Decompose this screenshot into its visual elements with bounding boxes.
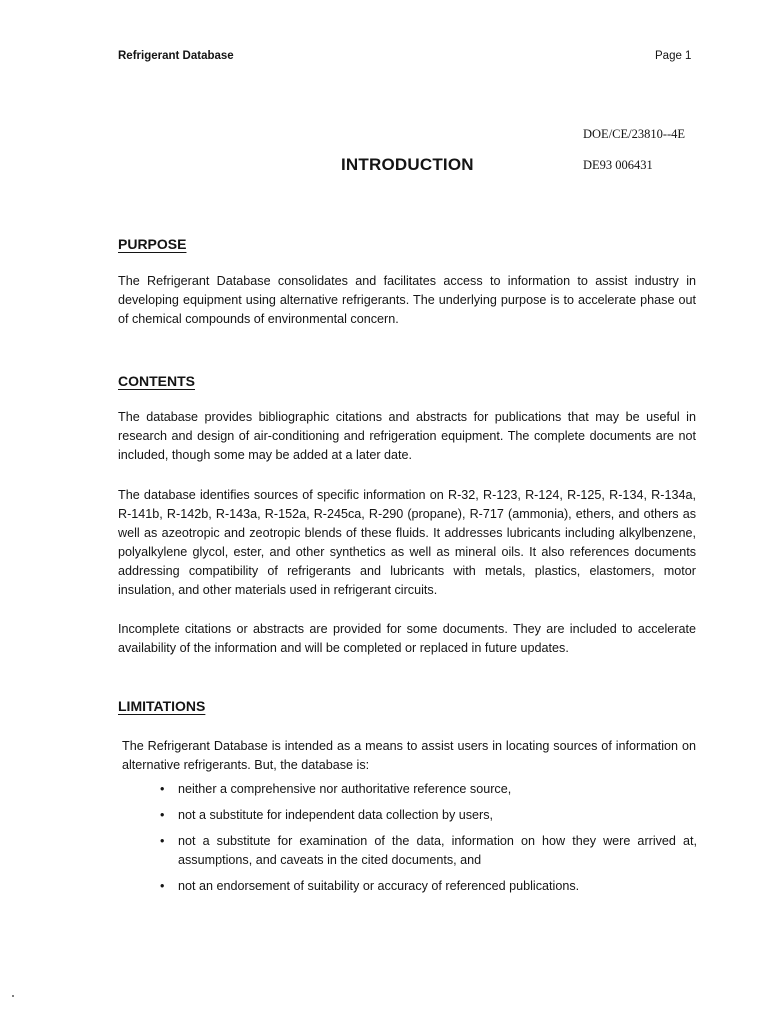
contents-heading: CONTENTS	[118, 373, 195, 389]
scan-speck	[12, 995, 14, 997]
list-item	[160, 832, 697, 870]
list-item-text: not a substitute for examination of the data, information on how they were arrived at, assumptions, and caveats in the cited documents, and	[178, 834, 697, 867]
page-number: Page 1	[655, 50, 692, 62]
bullet-icon: •	[160, 808, 165, 822]
bullet-icon: •	[160, 782, 165, 796]
list-item-text: not an endorsement of suitability or accuracy of referenced publications.	[178, 879, 580, 893]
list-item-text: neither a comprehensive nor authoritative reference source,	[178, 782, 512, 796]
contents-paragraph-3: Incomplete citations or abstracts are provided for some documents. They are included to accelerate availability of the information and will be completed or replaced in future updates.	[118, 622, 696, 655]
limitations-heading: LIMITATIONS	[118, 698, 206, 714]
document-number: DOE/CE/23810--4E	[583, 127, 686, 141]
purpose-heading: PURPOSE	[118, 236, 187, 252]
list-item-text: not a substitute for independent data collection by users,	[178, 808, 494, 822]
bullet-icon: •	[160, 834, 165, 848]
bullet-icon: •	[160, 879, 165, 893]
list-item	[160, 806, 697, 825]
running-header: Refrigerant Database	[118, 50, 234, 62]
contents-paragraph-1: The database provides bibliographic citations and abstracts for publications that may be useful in research and design of air-conditioning and refrigeration equipment. The complete documents are not included, though some may be added at a later date.	[118, 410, 696, 462]
accession-number: DE93 006431	[583, 158, 653, 172]
limitations-intro: The Refrigerant Database is intended as a means to assist users in locating sources of information on alternative refrigerants. But, the database is:	[122, 739, 696, 772]
list-item	[160, 877, 697, 896]
page-title: INTRODUCTION	[341, 155, 474, 174]
list-item	[160, 780, 697, 799]
limitations-list	[160, 780, 697, 903]
purpose-paragraph: The Refrigerant Database consolidates and facilitates access to information to assist industry in developing equipment using alternative refrigerants. The underlying purpose is to accelerate phase out of chemical compounds of environmental concern.	[118, 274, 696, 326]
contents-paragraph-2: The database identifies sources of specific information on R-32, R-123, R-124, R-125, R-134, R-134a, R-141b, R-142b, R-143a, R-152a, R-245ca, R-290 (propane), R-717 (ammonia), ethers, and others as well as azeotropic and zeotropic blends of these fluids. It addresses lubricants including alkylbenzene, polyalkylene glycol, ester, and other synthetics as well as mineral oils. It also references documents addressing compatibility of refrigerants and lubricants with metals, plastics, elastomers, motor insulation, and other materials used in refrigerant circuits.	[118, 488, 696, 597]
